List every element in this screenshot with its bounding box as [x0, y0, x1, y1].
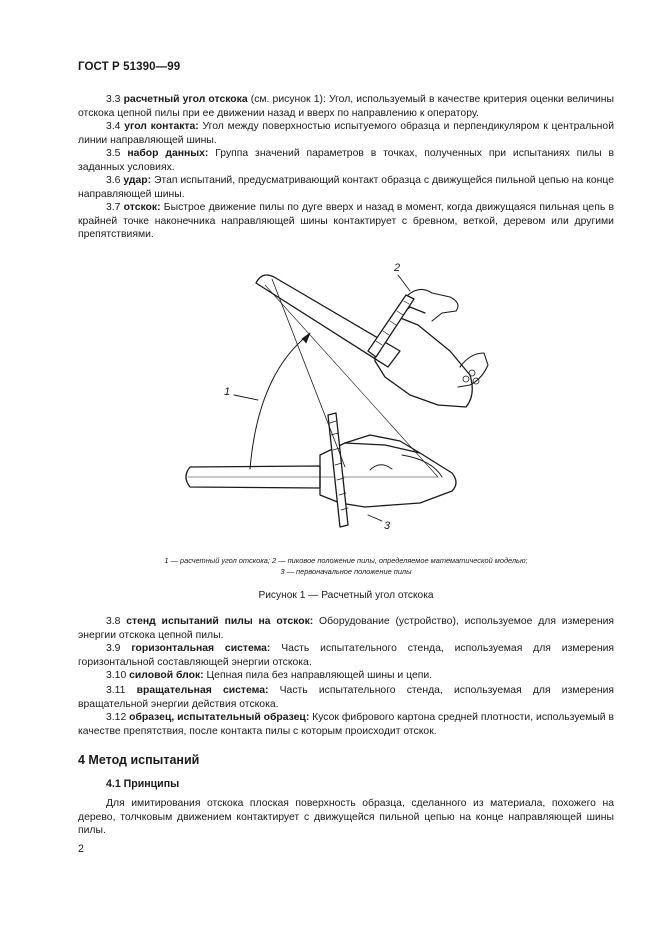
- definition-text: Кусок фибрового картона средней плотности, используемый в качестве препятствия, после контакта пилы с которым происходит отскок.: [78, 712, 615, 737]
- definition-number: 3.7: [106, 202, 121, 213]
- definition-term: набор данных:: [127, 148, 209, 159]
- callout-1: 1: [224, 386, 231, 398]
- kickback-angle-arc: [250, 335, 308, 469]
- figure-key-line-1: 1 — расчетный угол отскока; 2 — пиковое положение пилы, определяемое математической моделью;: [164, 556, 528, 565]
- subsection-title: 4.1 Принципы: [106, 778, 180, 790]
- definition-3-8: [78, 615, 614, 642]
- rotation-reference-line: [272, 279, 345, 467]
- definition-number: 3.9: [106, 643, 121, 654]
- callout-3: 3: [384, 520, 391, 532]
- section-title: 4 Метод испытаний: [78, 753, 200, 767]
- definition-3-6: [78, 174, 614, 201]
- definition-3-4: [78, 120, 614, 147]
- definition-3-10: [78, 669, 614, 683]
- definition-text: Цепная пила без направляющей шины и цепи.: [203, 670, 433, 681]
- definition-number: 3.4: [106, 121, 121, 132]
- definition-term: угол контакта:: [124, 121, 199, 132]
- definition-number: 3.3: [106, 94, 121, 105]
- definition-3-3: [78, 93, 614, 120]
- definition-text: Группа значений параметров в точках, полученных при испытаниях пилы в заданных условиях.: [78, 148, 615, 173]
- principles-paragraph: Для имитирования отскока плоская поверхность образца, сделанного из материала, похожего на дерево, толчковым движением контактирует с движущейся пильной цепью на конце направляющей шины пилы.: [78, 798, 614, 837]
- peak-chain-brake: [368, 295, 414, 357]
- definition-text: Оборудование (устройство), используемое для измерения энергии отскока цепной пилы.: [78, 616, 614, 641]
- definition-text: Этап испытаний, предусматривающий контакт образца с движущейся пильной цепью на конце направляющей шины.: [78, 175, 614, 200]
- definition-term: отскок:: [123, 202, 161, 213]
- document-header: ГОСТ Р 51390—99: [78, 61, 181, 73]
- definition-number: 3.11: [106, 685, 126, 696]
- definition-term: горизонтальная система:: [131, 643, 271, 654]
- definition-number: 3.12: [106, 712, 127, 723]
- definition-number: 3.6: [106, 175, 121, 186]
- definition-term: силовой блок:: [129, 670, 204, 681]
- kickback-angle-figure: [170, 255, 490, 540]
- definition-3-11: [78, 684, 614, 711]
- definition-term: вращательная система:: [136, 685, 269, 696]
- definition-text: Часть испытательного стенда, используемая для измерения горизонтальной составляющей энергии отскока.: [78, 643, 614, 668]
- definition-term: удар:: [123, 175, 152, 186]
- definition-term: образец, испытательный образец:: [129, 712, 310, 723]
- definition-3-9: [78, 642, 614, 669]
- definition-term: расчетный угол отскока: [123, 94, 248, 105]
- definition-3-7: [78, 201, 614, 242]
- definition-text: Угол между поверхностью испытуемого образца и перпендикуляром к центральной линии направляющей шины.: [78, 121, 614, 146]
- definition-term: стенд испытаний пилы на отскок:: [126, 616, 314, 627]
- definition-text: Часть испытательного стенда, используемая для измерения вращательной энергии действия отскока.: [78, 685, 614, 710]
- definition-text: Быстрое движение пилы по дуге вверх и назад в момент, когда движущаяся пильная цепь в крайней точке наконечника направляющей шины контактирует с бревном, веткой, деревом или другими препятствиями.: [78, 202, 614, 241]
- figure-title: Рисунок 1 — Расчетный угол отскока: [258, 590, 434, 601]
- definition-3-5: [78, 147, 614, 174]
- definition-number: 3.5: [106, 148, 121, 159]
- callout-2: 2: [394, 262, 401, 274]
- page-number: 2: [78, 843, 84, 855]
- operator-hand-upper: [408, 289, 458, 321]
- figure-key-line-2: 3 — первоначальное положение пилы: [280, 567, 412, 576]
- definition-number: 3.10: [106, 670, 127, 681]
- definition-number: 3.8: [106, 616, 121, 627]
- definition-text: (см. рисунок 1): Угол, используемый в качестве критерия оценки величины отскока цепной пилы при ее движении назад и вверх по направлению к оператору.: [78, 94, 614, 119]
- definition-3-12: [78, 711, 614, 738]
